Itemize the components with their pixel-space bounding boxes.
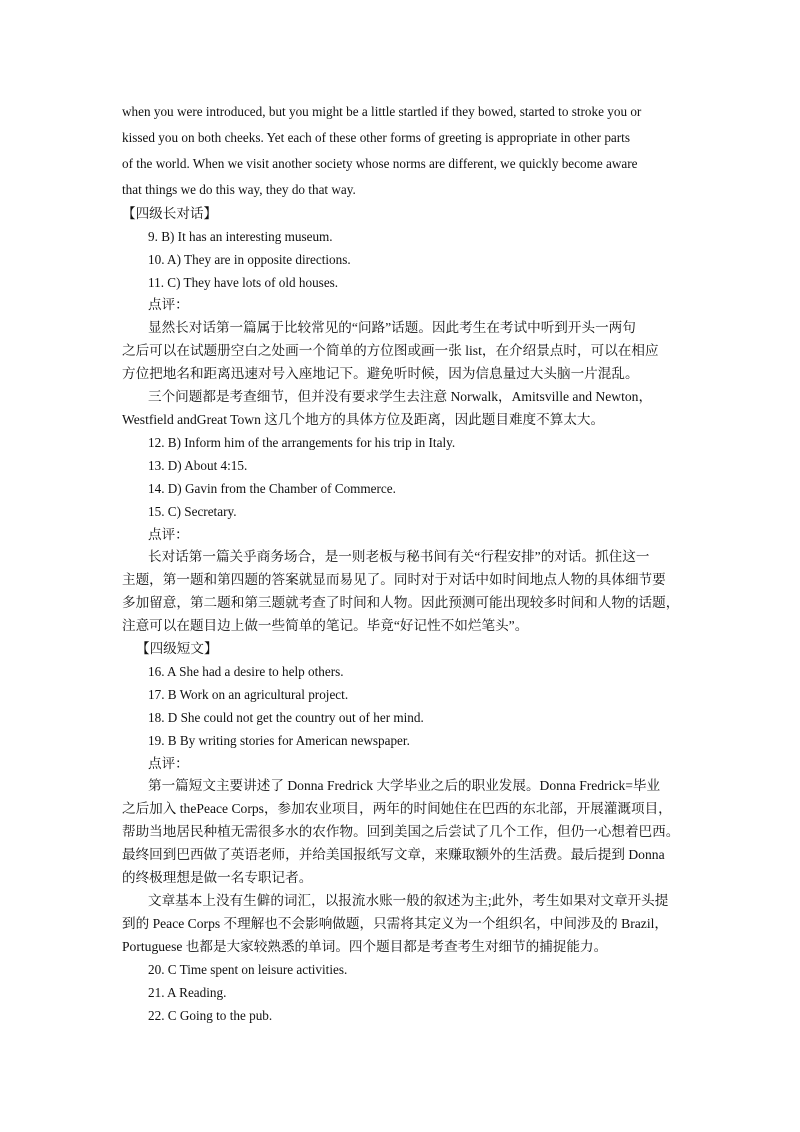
answer-line: 10. A) They are in opposite directions. [148, 252, 351, 267]
answer-line: 18. D She could not get the country out of her mind. [148, 710, 424, 725]
answer-line: 12. B) Inform him of the arrangements for his trip in Italy. [148, 435, 456, 450]
answer-line: 15. C) Secretary. [148, 504, 237, 519]
comment-line: Westfield andGreat Town 这几个地方的具体方位及距离，因此题目难度不算太大。 [122, 412, 605, 427]
answer-line: 17. B Work on an agricultural project. [148, 687, 349, 702]
comment-line: 主题，第一题和第四题的答案就显而易见了。同时对于对话中如时间地点人物的具体细节要 [122, 572, 666, 587]
intro-line: that things we do this way, they do that way. [122, 182, 356, 197]
comment-line: 之后加入 thePeace Corps，参加农业项目，两年的时间她住在巴西的东北部，开展灌溉项目， [122, 801, 672, 816]
comment-label: 点评： [148, 527, 189, 542]
comment-line: 注意可以在题目边上做一些简单的笔记。毕竟“好记性不如烂笔头”。 [122, 618, 529, 633]
answer-line: 11. C) They have lots of old houses. [148, 275, 339, 290]
comment-line: 三个问题都是考查细节，但并没有要求学生去注意 Norwalk，Amitsville and Newton， [148, 389, 653, 404]
comment-line: 文章基本上没有生僻的词汇，以报流水账一般的叙述为主;此外，考生如果对文章开头提 [148, 893, 669, 908]
comment-label: 点评： [148, 297, 189, 312]
section-heading-short-passage: 【四级短文】 [136, 641, 218, 656]
answer-line: 14. D) Gavin from the Chamber of Commerce. [148, 481, 396, 496]
comment-line: 之后可以在试题册空白之处画一个简单的方位图或画一张 list，在介绍景点时，可以在相应 [122, 343, 659, 358]
answer-line: 16. A She had a desire to help others. [148, 664, 344, 679]
comment-line: 长对话第一篇关乎商务场合，是一则老板与秘书间有关“行程安排”的对话。抓住这一 [148, 549, 650, 564]
answer-line: 19. B By writing stories for American newspaper. [148, 733, 410, 748]
comment-line: 帮助当地居民种植无需很多水的农作物。回到美国之后尝试了几个工作，但仍一心想着巴西。 [122, 824, 680, 839]
comment-line: 最终回到巴西做了英语老师，并给美国报纸写文章，来赚取额外的生活费。最后提到 Donna [122, 847, 665, 862]
section-heading-long-dialogue: 【四级长对话】 [122, 206, 218, 221]
answer-line: 9. B) It has an interesting museum. [148, 229, 333, 244]
comment-line: 方位把地名和距离迅速对号入座地记下。避免听时候，因为信息量过大头脑一片混乱。 [122, 366, 639, 381]
comment-line: 到的 Peace Corps 不理解也不会影响做题，只需将其定义为一个组织名，中间涉及的 Brazil， [122, 916, 668, 931]
answer-line: 13. D) About 4:15. [148, 458, 248, 473]
intro-line: when you were introduced, but you might be a little startled if they bowed, started to stroke you or [122, 104, 642, 119]
intro-line: of the world. When we visit another society whose norms are different, we quickly become aware [122, 156, 638, 171]
answer-line: 21. A Reading. [148, 985, 227, 1000]
answer-line: 22. C Going to the pub. [148, 1008, 273, 1023]
answer-line: 20. C Time spent on leisure activities. [148, 962, 348, 977]
comment-line: 第一篇短文主要讲述了 Donna Fredrick 大学毕业之后的职业发展。Donna Fredrick=毕业 [148, 778, 661, 793]
comment-line: 多加留意，第二题和第三题就考查了时间和人物。因此预测可能出现较多时间和人物的话题， [122, 595, 680, 610]
comment-label: 点评： [148, 756, 189, 771]
comment-line: 显然长对话第一篇属于比较常见的“问路”话题。因此考生在考试中听到开头一两句 [148, 320, 636, 335]
intro-line: kissed you on both cheeks. Yet each of these other forms of greeting is appropriate in other parts [122, 130, 630, 145]
comment-line: 的终极理想是做一名专职记者。 [122, 870, 313, 885]
comment-line: Portuguese 也都是大家较熟悉的单词。四个题目都是考查考生对细节的捕捉能力。 [122, 939, 608, 954]
